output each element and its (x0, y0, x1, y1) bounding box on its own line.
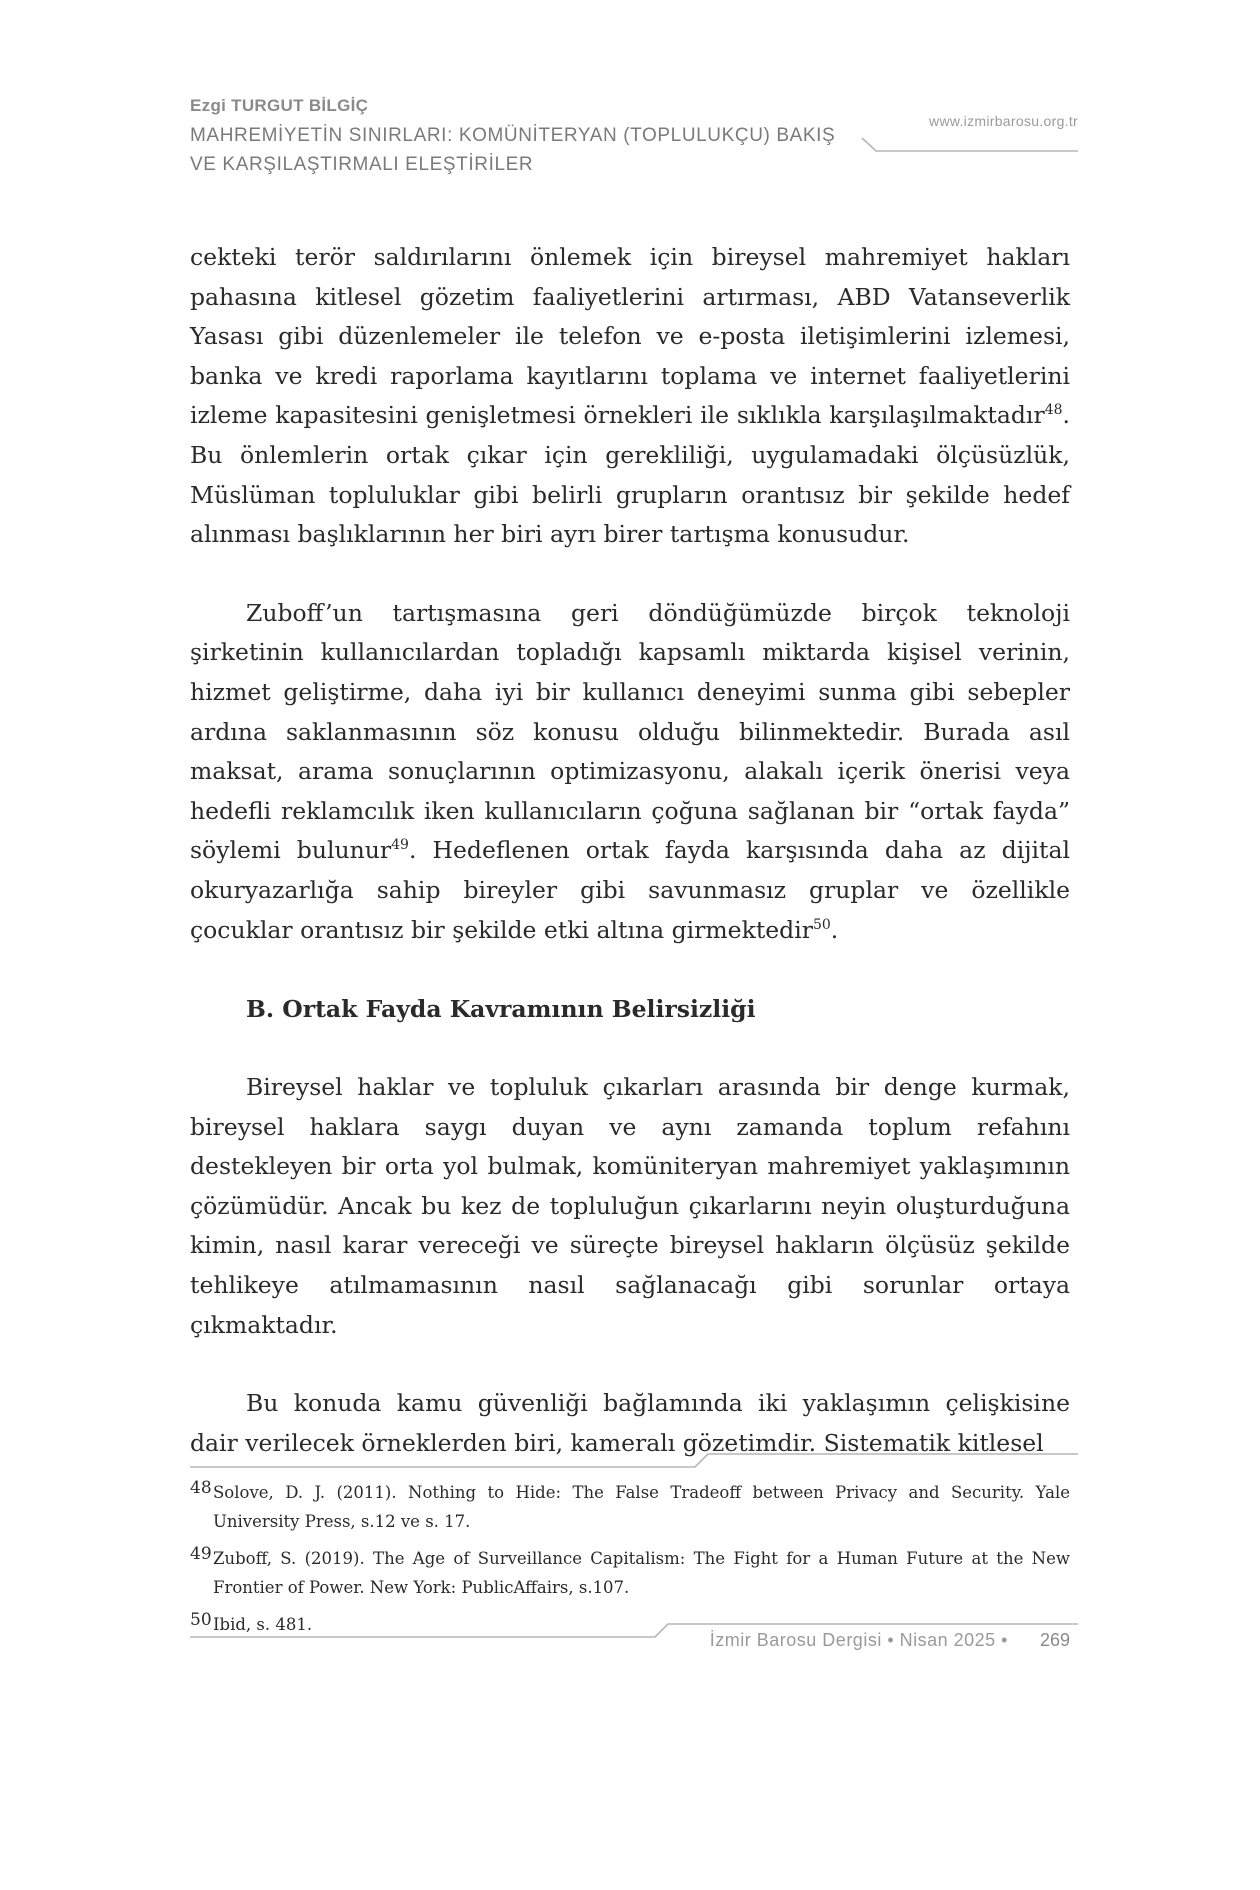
page-number: 269 (1039, 1630, 1070, 1650)
footnote-text: Ibid, s. 481. (213, 1615, 313, 1634)
article-title-line-1: MAHREMİYETİN SINIRLARI: KOMÜNİTERYAN (TOPLULUKÇU) BAKIŞ (190, 125, 836, 146)
paragraph-1-text-b: . Bu önlemlerin ortak çıkar için gerekliliği, uygulamadaki ölçüsüzlük, Müslüman topluluklar gibi belirli grupların orantısız bir şekilde hedef alınması başlıklarının her biri ayrı birer tartışma konusudur. (190, 401, 1070, 549)
footnote-48 (190, 1478, 1070, 1536)
page-header (190, 96, 1080, 186)
article-title-line-2: VE KARŞILAŞTIRMALI ELEŞTİRİLER (190, 154, 534, 175)
paragraph-3: Bireysel haklar ve topluluk çıkarları arasında bir denge kurmak, bireysel haklara saygı duyan ve aynı zamanda toplum refahını destekleyen bir orta yol bulmak, komüniteryan mahremiyet yaklaşımının çözümüdür. Ancak bu kez de topluluğun çıkarlarını neyin oluşturduğuna kimin, nasıl karar vereceği ve süreçte bireysel hakların ölçüsüz şekilde tehlikeye atılmamasının nasıl sağlanacağı gibi sorunlar ortaya çıkmaktadır. (190, 1073, 1070, 1339)
footnote-text: Zuboff, S. (2019). The Age of Surveillance Capitalism: The Fight for a Human Future at the New Frontier of Power. New York: PublicAffairs, s.107. (213, 1549, 1070, 1597)
paragraph-1-text-a: cekteki terör saldırılarını önlemek için bireysel mahremiyet hakları pahasına kitlesel gözetim faaliyetlerini artırması, ABD Vatanseverlik Yasası gibi düzenlemeler ile telefon ve e-posta iletişimlerini izlemesi, banka ve kredi raporlama kayıtlarını toplama ve internet faaliyetlerini izleme kapasitesini genişletmesi örnekleri ile sıklıkla karşılaşılmaktadır (190, 243, 1070, 430)
section-heading: B. Ortak Fayda Kavramının Belirsizliği (246, 995, 756, 1024)
paragraph-2-text-a: Zuboff’un tartışmasına geri döndüğümüzde birçok teknoloji şirketinin kullanıcılardan topladığı kapsamlı miktarda kişisel verinin, hizmet geliştirme, daha iyi bir kullanıcı deneyimi sunma gibi sebepler ardına saklanmasının söz konusu olduğu bilinmektedir. Burada asıl maksat, arama sonuçlarının optimizasyonu, alakalı içerik önerisi veya hedefli reklamcılık iken kullanıcıların çoğuna sağlanan bir “ortak fayda” söylemi bulunur (190, 598, 1070, 865)
footnote-number: 49 (190, 1544, 212, 1564)
footnote-number: 50 (190, 1610, 212, 1630)
footnote-number: 48 (190, 1478, 212, 1498)
author-name: Ezgi TURGUT BİLGİÇ (190, 96, 369, 115)
footnote-ref-48[interactable]: 48 (1044, 402, 1063, 419)
footnote-text: Solove, D. J. (2011). Nothing to Hide: The False Tradeoff between Privacy and Security. Yale University Press, s.12 ve s. 17. (213, 1483, 1070, 1531)
paragraph-1 (190, 238, 1070, 555)
header-rule (190, 96, 1080, 156)
website-link[interactable]: www.izmirbarosu.org.tr (929, 113, 1078, 129)
page-footer (190, 1610, 1070, 1660)
paragraph-2-text-b: . Hedeflenen ortak fayda karşısında daha az dijital okuryazarlığa sahip bireyler gibi savunmasız gruplar ve özellikle çocuklar orantısız bir şekilde etki altına girmektedir (190, 836, 1070, 944)
paragraph-4: Bu konuda kamu güvenliği bağlamında iki yaklaşımın çelişkisine dair verilecek örneklerden biri, kameralı gözetimdir. Sistematik kitlesel (190, 1389, 1070, 1457)
footnote-ref-49[interactable]: 49 (391, 837, 409, 854)
paragraph-2 (190, 594, 1070, 950)
footnote-ref-50[interactable]: 50 (812, 916, 831, 933)
footnote-separator (190, 1452, 1080, 1472)
journal-name: İzmir Barosu Dergisi • Nisan 2025 • (709, 1630, 1008, 1650)
body-text (190, 238, 1070, 1463)
paragraph-2-text-c: . (830, 915, 839, 944)
footnote-49 (190, 1544, 1070, 1602)
